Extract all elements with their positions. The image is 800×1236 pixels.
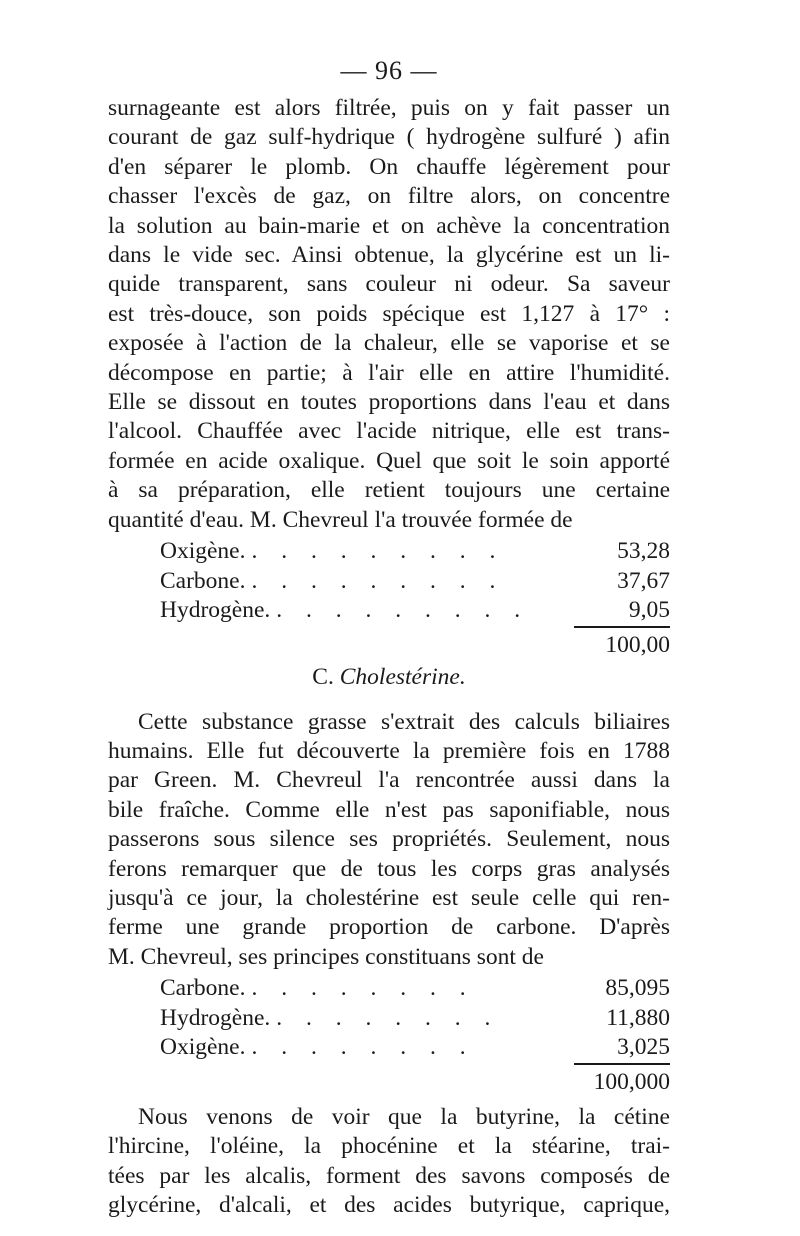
element-value: 37,67 — [617, 567, 670, 594]
table-total: 100,00 — [574, 626, 670, 660]
section-heading — [108, 662, 670, 692]
leader-dots: . . . . . . . . . — [251, 567, 505, 594]
leader-dots: . . . . . . . . — [251, 975, 475, 1002]
element-name: Oxigène. — [160, 1034, 246, 1061]
text-line: la solution au bain-marie et on achève la concentration — [108, 212, 670, 239]
table-row — [160, 1033, 670, 1063]
text-line: passerons sous silence ses propriétés. Seulement, nous — [108, 826, 670, 853]
table-row — [160, 567, 670, 597]
text-line: l'alcool. Chauffée avec l'acide nitrique, elle est trans- — [108, 418, 670, 445]
text-line: Nous venons de voir que la butyrine, la cétine — [138, 1103, 670, 1130]
table-total: 100,000 — [574, 1063, 670, 1097]
leader-dots: . . . . . . . . . — [276, 597, 530, 624]
section-letter: C. — [312, 663, 334, 690]
text-line: Cette substance grasse s'extrait des calculs biliaires — [138, 708, 670, 735]
total-row — [160, 1063, 670, 1097]
element-name: Oxigène. — [160, 538, 246, 565]
element-name: Hydrogène. — [160, 1004, 271, 1031]
text-line: l'hircine, l'oléine, la phocénine et la stéarine, trai- — [108, 1133, 670, 1160]
page-number: — 96 — — [340, 56, 438, 85]
text-line: exposée à l'action de la chaleur, elle se vaporise et se — [108, 330, 670, 357]
composition-table-glycerine — [108, 537, 670, 660]
text-line: à sa préparation, elle retient toujours une certaine — [108, 477, 670, 504]
element-value: 85,095 — [605, 975, 670, 1002]
text-line: M. Chevreul, ses principes constituans sont de — [108, 943, 544, 970]
section-name: Cholestérine. — [339, 663, 466, 690]
text-line: décompose en partie; à l'air elle en attire l'humidité. — [108, 359, 670, 386]
text-line: surnageante est alors filtrée, puis on y fait passer un — [108, 95, 670, 121]
text-line: quantité d'eau. M. Chevreul l'a trouvée formée de — [108, 506, 573, 533]
element-value: 3,025 — [617, 1034, 670, 1061]
text-line: tées par les alcalis, forment des savons composés de — [108, 1162, 670, 1189]
text-line: chasser l'excès de gaz, on filtre alors, on concentre — [108, 183, 670, 210]
text-line: jusqu'à ce jour, la cholestérine est seule celle qui ren- — [108, 885, 670, 912]
element-value: 9,05 — [628, 597, 670, 624]
text-line: Elle se dissout en toutes proportions dans l'eau et dans — [108, 389, 670, 416]
total-row — [160, 626, 670, 660]
composition-table-cholesterine — [108, 974, 670, 1097]
text-line: ferme une grande proportion de carbone. D'après — [108, 914, 670, 941]
paragraph-savons — [108, 1103, 670, 1221]
leader-dots: . . . . . . . . — [251, 1034, 475, 1061]
text-line: dans le vide sec. Ainsi obtenue, la glycérine est un li- — [108, 242, 670, 269]
table-row — [160, 596, 670, 626]
element-value: 11,880 — [606, 1004, 670, 1031]
element-name: Hydrogène. — [160, 597, 271, 624]
table-row — [160, 537, 670, 567]
text-line: par Green. M. Chevreul l'a rencontrée aussi dans la — [108, 767, 670, 794]
paragraph-cholesterine — [108, 708, 670, 973]
text-line: courant de gaz sulf-hydrique ( hydrogène sulfuré ) afin — [108, 124, 670, 151]
text-line: d'en séparer le plomb. On chauffe légèrement pour — [108, 153, 670, 180]
text-line: formée en acide oxalique. Quel que soit le soin apporté — [108, 447, 670, 474]
table-row — [160, 1004, 670, 1034]
element-name: Carbone. — [160, 975, 246, 1002]
book-page — [108, 56, 670, 1220]
text-line: humains. Elle fut découverte la première fois en 1788 — [108, 738, 670, 764]
paragraph-glycerine — [108, 94, 670, 535]
element-value: 53,28 — [617, 538, 670, 565]
text-line: est très-douce, son poids spécique est 1,127 à 17° : — [108, 300, 670, 327]
element-name: Carbone. — [160, 567, 246, 594]
leader-dots: . . . . . . . . — [276, 1004, 500, 1031]
text-line: ferons remarquer que de tous les corps gras analysés — [108, 855, 670, 882]
text-line: glycérine, d'alcali, et des acides butyrique, caprique, — [108, 1191, 670, 1218]
leader-dots: . . . . . . . . . — [251, 538, 505, 565]
table-row — [160, 974, 670, 1004]
text-line: quide transparent, sans couleur ni odeur. Sa saveur — [108, 271, 670, 298]
text-line: bile fraîche. Comme elle n'est pas saponifiable, nous — [108, 796, 670, 823]
